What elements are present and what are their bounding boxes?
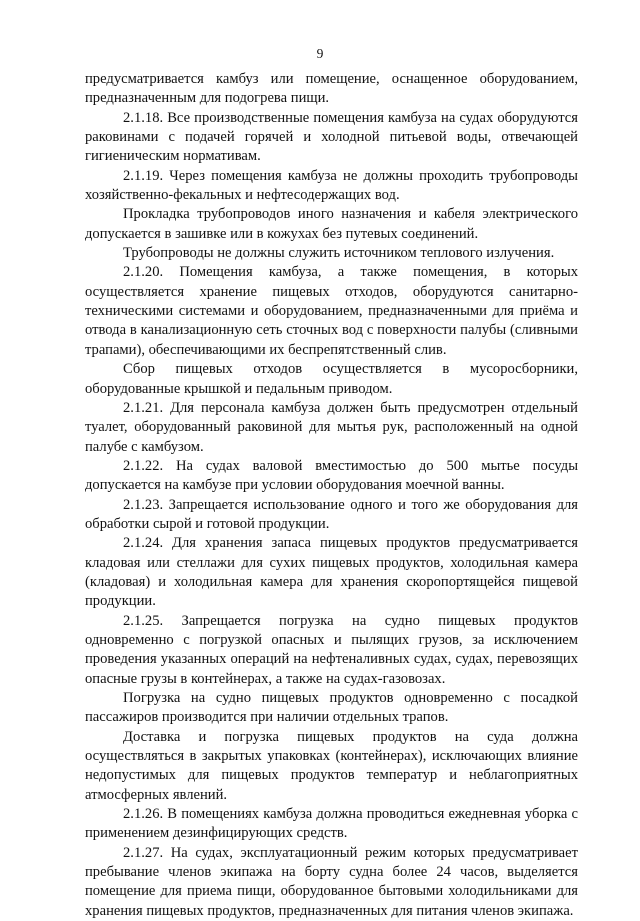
paragraph-2-1-19-piping: Прокладка трубопроводов иного назначения и кабеля электрического допускается в зашивке или в кожухах без путевых соединений. (85, 206, 578, 242)
paragraph-continuation: предусматривается камбуз или помещение, оснащенное оборудованием, предназначенным для подогрева пищи. (85, 71, 578, 107)
paragraph-2-1-25-delivery: Доставка и погрузка пищевых продуктов на суда должна осуществляться в закрытых упаковках (контейнерах), исключающих влияние недопустимых для пищевых продуктов температур и неблагоприятных атмосферных явлений. (85, 728, 578, 803)
paragraph-2-1-26: 2.1.26. В помещениях камбуза должна проводиться ежедневная уборка с применением дезинфицирующих средств. (85, 806, 578, 842)
paragraph-2-1-20: 2.1.20. Помещения камбуза, а также помещения, в которых осуществляется хранение пищевых отходов, оборудуются санитарно-техническими системами и оборудованием, предназначенными для приёма и отвода в канализационную сеть сточных вод с поверхности палубы (сливными трапами), обеспечивающими их беспрепятственный слив. (85, 264, 578, 358)
paragraph-2-1-27: 2.1.27. На судах, эксплуатационный режим которых предусматривает пребывание членов экипажа на борту судна более 24 часов, выделяется помещение для приема пищи, оборудованное бытовыми холодильниками для хранения пищевых продуктов, предназначенных для питания членов экипажа. (85, 844, 578, 919)
paragraph-2-1-19: 2.1.19. Через помещения камбуза не должны проходить трубопроводы хозяйственно-фекальных и нефтесодержащих вод. (85, 167, 578, 204)
paragraph-2-1-23: 2.1.23. Запрещается использование одного и того же оборудования для обработки сырой и готовой продукции. (85, 496, 578, 532)
paragraph-2-1-24: 2.1.24. Для хранения запаса пищевых продуктов предусматривается кладовая или стеллажи для сухих пищевых продуктов, холодильная камера (кладовая) и холодильная камера для хранения скоропортящейся пищевой продукции. (85, 535, 578, 610)
page-number: 9 (316, 46, 324, 61)
paragraph-2-1-22: 2.1.22. На судах валовой вместимостью до 500 мытье посуды допускается на камбузе при условии оборудования моечной ванны. (85, 457, 578, 494)
paragraph-2-1-20-waste: Сбор пищевых отходов осуществляется в мусоросборники, оборудованные крышкой и педальным приводом. (85, 361, 578, 397)
paragraph-2-1-25: 2.1.25. Запрещается погрузка на судно пищевых продуктов одновременно с погрузкой опасных и пылящих грузов, за исключением проведения указанных операций на нефтеналивных судах, судах, перевозящих опасные грузы в контейнерах, а также на судах-газовозах. (85, 612, 578, 687)
paragraph-2-1-18: 2.1.18. Все производственные помещения камбуза на судах оборудуются раковинами с подачей горячей и холодной питьевой воды, отвечающей гигиеническим нормативам. (85, 109, 578, 165)
paragraph-2-1-25-passengers: Погрузка на судно пищевых продуктов одновременно с посадкой пассажиров производится при наличии отдельных трапов. (85, 690, 578, 726)
paragraph-2-1-21: 2.1.21. Для персонала камбуза должен быть предусмотрен отдельный туалет, оборудованный раковиной для мытья рук, расположенный на одной палубе с камбузом. (85, 399, 578, 455)
document-body (85, 70, 578, 921)
paragraph-2-1-19-heat: Трубопроводы не должны служить источником теплового излучения. (123, 245, 555, 262)
